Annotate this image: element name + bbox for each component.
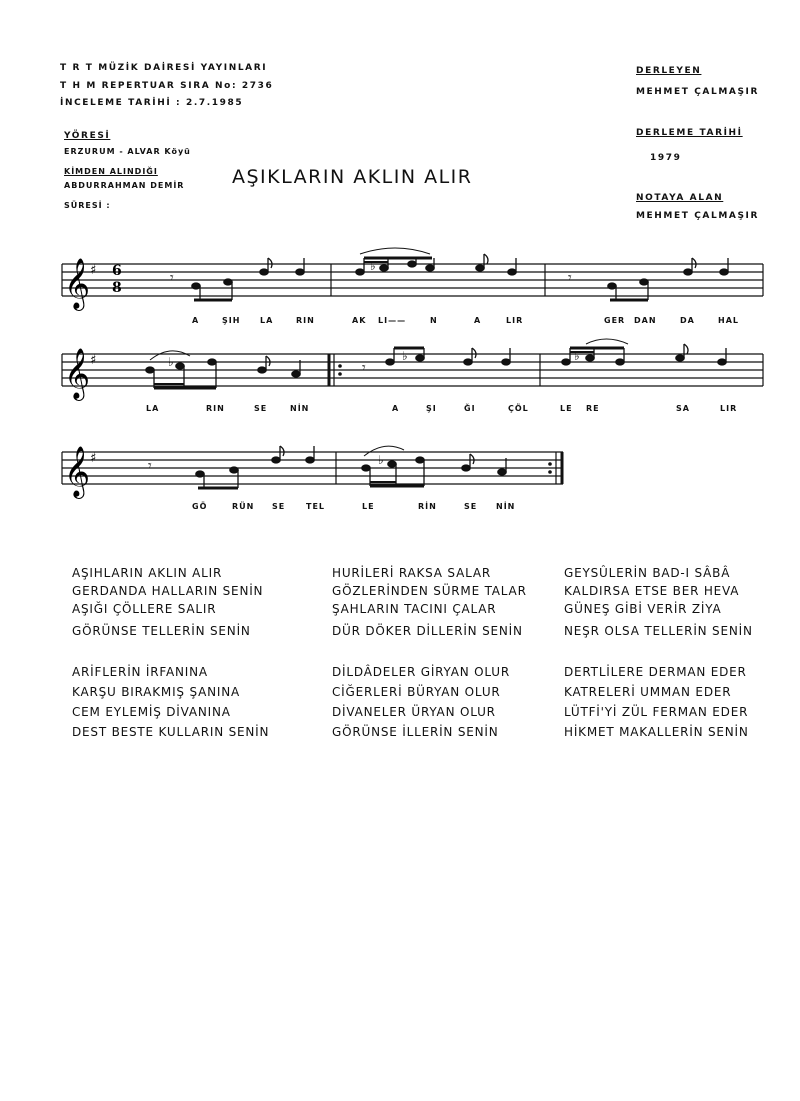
treble-clef-icon: 𝄞 (64, 258, 91, 309)
svg-text:𝄾: 𝄾 (568, 270, 572, 286)
staff-line-2 (0, 330, 800, 410)
compile-date-value: 1979 (650, 153, 682, 163)
publisher-line: T R T MÜZİK DAİRESİ YAYINLARI (60, 63, 268, 73)
lyric-syllable: LI—— (378, 316, 407, 325)
verse-line: GÖRÜNSE TELLERİN SENİN (72, 624, 251, 638)
verse-line: DİVANELER ÜRYAN OLUR (332, 705, 496, 719)
lyric-syllable: LA (146, 404, 160, 413)
svg-text:♭: ♭ (378, 453, 384, 467)
notation-by-label: NOTAYA ALAN (636, 193, 724, 203)
verse-line: AŞIĞI ÇÖLLERE SALIR (72, 602, 217, 616)
sharp-icon: ♯ (90, 263, 97, 278)
lyric-syllable: N (430, 316, 438, 325)
review-date: İNCELEME TARİHİ : 2.7.1985 (60, 98, 244, 108)
verse-line: CEM EYLEMİŞ DİVANINA (72, 705, 231, 719)
lyric-syllable: RÜN (232, 502, 255, 511)
lyric-syllable: A (474, 316, 482, 325)
lyric-syllable: DAN (634, 316, 657, 325)
svg-text:♭: ♭ (574, 349, 580, 363)
verse-line: CİĞERLERİ BÜRYAN OLUR (332, 685, 501, 699)
source-label: KİMDEN ALINDIĞI (64, 167, 158, 176)
verse-line: HURİLERİ RAKSA SALAR (332, 566, 491, 580)
verse-line: DİLDÂDELER GİRYAN OLUR (332, 665, 511, 679)
lyric-syllable: DA (680, 316, 695, 325)
time-sig-bottom: 8 (112, 280, 122, 296)
verse-line: KATRELERİ UMMAN EDER (564, 685, 732, 699)
source-value: ABDURRAHMAN DEMİR (64, 181, 185, 190)
verse-line: GÖZLERİNDEN SÜRME TALAR (332, 584, 527, 598)
lyric-syllable: SE (272, 502, 286, 511)
verse-line: NEŞR OLSA TELLERİN SENİN (564, 624, 753, 638)
lyric-syllable: RE (586, 404, 600, 413)
lyric-syllable: ŞIH (222, 316, 241, 325)
compiler-value: MEHMET ÇALMAŞIR (636, 87, 759, 97)
lyric-syllable: SA (676, 404, 690, 413)
treble-clef-icon: 𝄞 (64, 348, 91, 399)
lyric-syllable: LE (362, 502, 375, 511)
svg-text:♭: ♭ (168, 355, 174, 369)
sharp-icon: ♯ (90, 353, 97, 368)
compile-date-label: DERLEME TARİHİ (636, 128, 743, 138)
verse-line: KARŞU BIRAKMIŞ ŞANINA (72, 685, 240, 699)
verse-line: ARİFLERİN İRFANINA (72, 665, 208, 679)
svg-text:𝄾: 𝄾 (362, 360, 366, 376)
staff-line-3 (0, 428, 800, 508)
lyric-syllable: A (392, 404, 400, 413)
verse-line: GEYSÛLERİN BAD-I SÂBÂ (564, 566, 731, 580)
lyric-syllable: ĞI (464, 404, 476, 413)
lyric-syllable: LIR (720, 404, 738, 413)
lyric-syllable: GÖ (192, 502, 208, 511)
lyric-syllable: TEL (306, 502, 326, 511)
lyric-syllable: GER (604, 316, 626, 325)
verse-line: GERDANDA HALLARIN SENİN (72, 584, 264, 598)
lyric-syllable: SE (254, 404, 268, 413)
sharp-icon: ♯ (90, 451, 97, 466)
treble-clef-icon: 𝄞 (64, 446, 91, 497)
notation-by-value: MEHMET ÇALMAŞIR (636, 211, 759, 221)
lyric-syllable: NİN (290, 404, 310, 413)
song-title: AŞIKLARIN AKLIN ALIR (232, 166, 473, 188)
staff-line-1 (0, 240, 800, 320)
repertoire-number: T H M REPERTUAR SIRA No: 2736 (60, 81, 274, 91)
verse-line: GÜNEŞ GİBİ VERİR ZİYA (564, 602, 722, 616)
lyric-syllable: LA (260, 316, 274, 325)
lyric-syllable: SE (464, 502, 478, 511)
verse-line: DERTLİLERE DERMAN EDER (564, 665, 747, 679)
svg-text:𝄾: 𝄾 (170, 270, 174, 286)
svg-text:♭: ♭ (370, 259, 376, 273)
lyric-syllable: A (192, 316, 200, 325)
compiler-label: DERLEYEN (636, 66, 702, 76)
duration-label: SÜRESİ : (64, 201, 111, 210)
time-sig-top: 6 (112, 263, 122, 279)
verse-line: HİKMET MAKALLERİN SENİN (564, 725, 749, 739)
region-value: ERZURUM - ALVAR Köyü (64, 147, 191, 156)
verse-line: ŞAHLARIN TACINI ÇALAR (332, 602, 497, 616)
lyric-syllable: RIN (296, 316, 315, 325)
svg-text:𝄾: 𝄾 (148, 458, 152, 474)
lyric-syllable: RİN (418, 502, 437, 511)
svg-text:♭: ♭ (402, 349, 408, 363)
lyric-syllable: LE (560, 404, 573, 413)
verse-line: AŞIHLARIN AKLIN ALIR (72, 566, 223, 580)
verse-line: GÖRÜNSE İLLERİN SENİN (332, 725, 499, 739)
lyric-syllable: HAL (718, 316, 739, 325)
region-label: YÖRESİ (64, 131, 111, 141)
lyric-syllable: NİN (496, 502, 516, 511)
lyric-syllable: LIR (506, 316, 524, 325)
verse-line: LÜTFİ'Yİ ZÜL FERMAN EDER (564, 705, 749, 719)
lyric-syllable: RIN (206, 404, 225, 413)
verse-line: DEST BESTE KULLARIN SENİN (72, 725, 270, 739)
lyric-syllable: ŞI (426, 404, 437, 413)
verse-line: DÜR DÖKER DİLLERİN SENİN (332, 624, 523, 638)
lyric-syllable: ÇÖL (508, 404, 529, 413)
lyric-syllable: AK (352, 316, 367, 325)
verse-line: KALDIRSA ETSE BER HEVA (564, 584, 740, 598)
